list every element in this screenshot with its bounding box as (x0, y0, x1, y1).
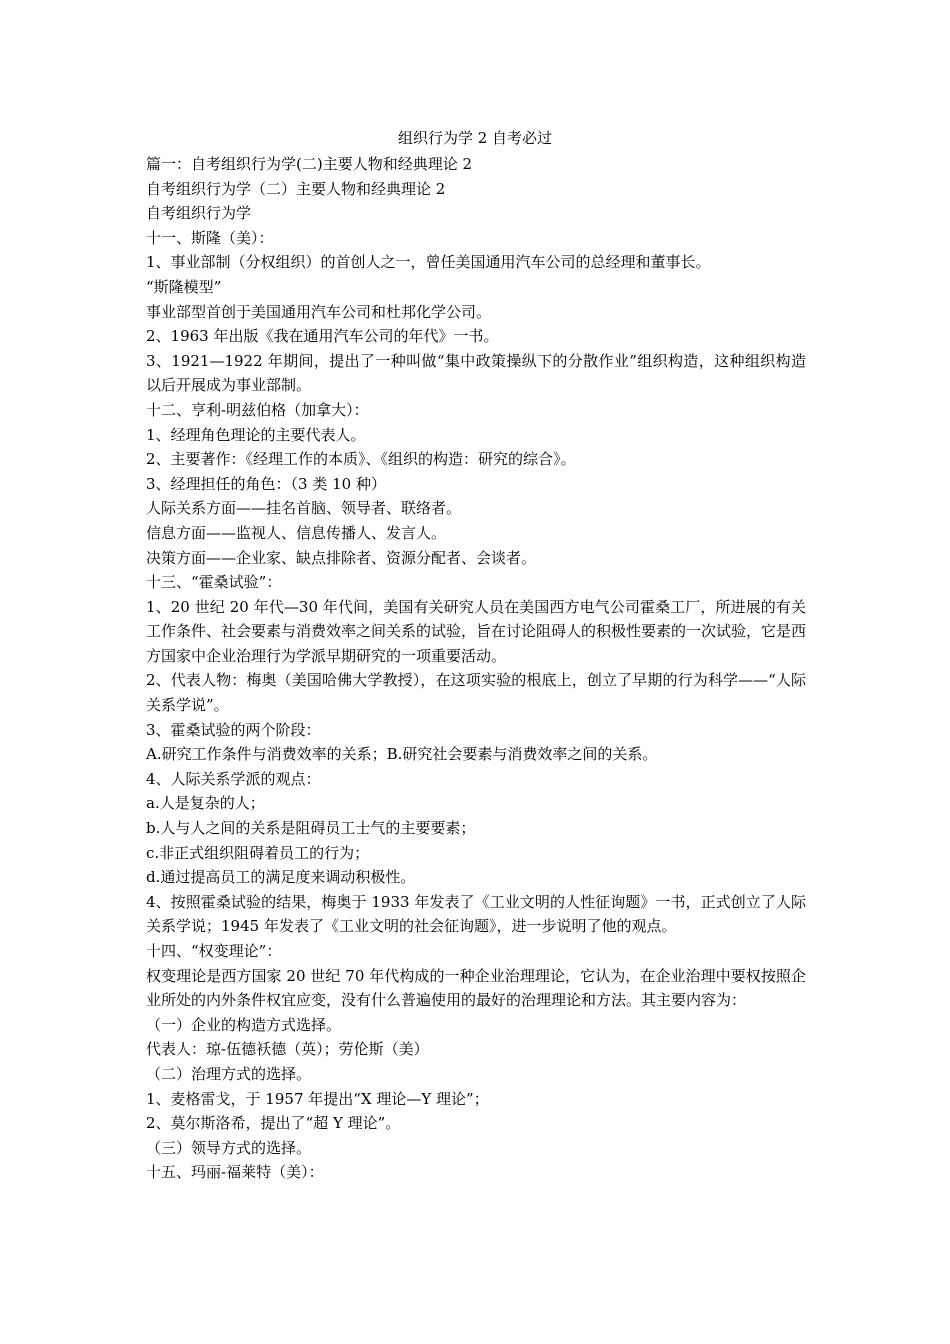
document-title: 组织行为学 2 自考必过 (397, 129, 553, 147)
document-body (146, 152, 806, 1185)
body-line: 自考组织行为学（二）主要人物和经典理论 2 (146, 179, 446, 198)
section-heading: 十三、“霍桑试验”： (146, 573, 282, 592)
body-line: 4、人际关系学派的观点： (146, 769, 321, 788)
body-line: （二）治理方式的选择。 (146, 1064, 312, 1083)
body-line: 2、1963 年出版《我在通用汽车公司的年代》一书。 (146, 327, 499, 346)
list-item: b.人与人之间的关系是阻碍员工士气的主要要素； (146, 819, 476, 838)
body-line: 事业部型首创于美国通用汽车公司和杜邦化学公司。 (146, 302, 492, 321)
body-paragraph: 3、1921—1922 年期间，提出了一种叫做“集中政策操纵下的分散作业”组织构造，这种组织构造以后开展成为事业部制。 (146, 351, 806, 395)
body-line: 信息方面——监视人、信息传播人、发言人。 (146, 523, 447, 542)
list-item: a.人是复杂的人； (146, 794, 265, 813)
body-line: 决策方面——企业家、缺点排除者、资源分配者、会谈者。 (146, 548, 537, 567)
body-paragraph: 1、20 世纪 20 年代—30 年代间，美国有关研究人员在美国西方电气公司霍桑工厂，所进展的有关工作条件、社会要素与消费效率之间关系的试验，旨在讨论阻碍人的积极性要素的一次试验，它是西方国家中企业治理行为学派早期研究的一项重要活动。 (146, 597, 807, 665)
body-line: 2、莫尔斯洛希，提出了“超 Y 理论”。 (146, 1114, 401, 1133)
section-heading: 十二、亨利-明兹伯格（加拿大）： (146, 400, 369, 419)
body-paragraph: 2、代表人物：梅奥（美国哈佛大学教授），在这项实验的根底上，创立了早期的行为科学——“人际关系学说”。 (146, 671, 806, 715)
body-line: （三）领导方式的选择。 (146, 1138, 312, 1157)
list-item: c.非正式组织阻碍着员工的行为； (146, 843, 370, 862)
body-line: （一）企业的构造方式选择。 (146, 1015, 342, 1034)
body-line: 代表人：琼-伍德袄德（英）；劳伦斯（美） (146, 1040, 429, 1059)
body-line: 1、经理角色理论的主要代表人。 (146, 425, 366, 444)
body-line: 3、经理担任的角色：（3 类 10 种） (146, 474, 386, 493)
body-line: 3、霍桑试验的两个阶段： (146, 720, 321, 739)
body-paragraph: 4、按照霍桑试验的结果，梅奥于 1933 年发表了《工业文明的人性征询题》一书，正式创立了人际关系学说；1945 年发表了《工业文明的社会征询题》，进一步说明了他的观点。 (146, 892, 806, 936)
body-line: 人际关系方面——挂名首脑、领导者、联络者。 (146, 499, 462, 518)
body-line: 1、麦格雷戈，于 1957 年提出“X 理论—Y 理论”； (146, 1089, 489, 1108)
body-line: “斯隆模型” (146, 277, 222, 296)
body-line: 篇一：自考组织行为学(二)主要人物和经典理论 2 (146, 155, 473, 173)
body-line: 2、主要著作：《经理工作的本质》、《组织的构造：研究的综合》。 (146, 450, 576, 469)
body-line: 1、事业部制（分权组织）的首创人之一，曾任美国通用汽车公司的总经理和董事长。 (146, 253, 711, 272)
body-line: 自考组织行为学 (146, 204, 252, 223)
body-line: A.研究工作条件与消费效率的关系；B.研究社会要素与消费效率之间的关系。 (146, 745, 658, 764)
section-heading: 十四、“权变理论”： (146, 942, 282, 960)
section-heading: 十一、斯隆（美）： (146, 228, 274, 247)
body-paragraph: 权变理论是西方国家 20 世纪 70 年代构成的一种企业治理理论，它认为，在企业治理中要权按照企业所处的内外条件权宜应变，没有什么普遍使用的最好的治理理论和方法。其主要内容为： (146, 966, 806, 1010)
list-item: d.通过提高员工的满足度来调动积极性。 (146, 868, 416, 887)
section-heading: 十五、玛丽-福莱特（美）： (146, 1163, 324, 1182)
